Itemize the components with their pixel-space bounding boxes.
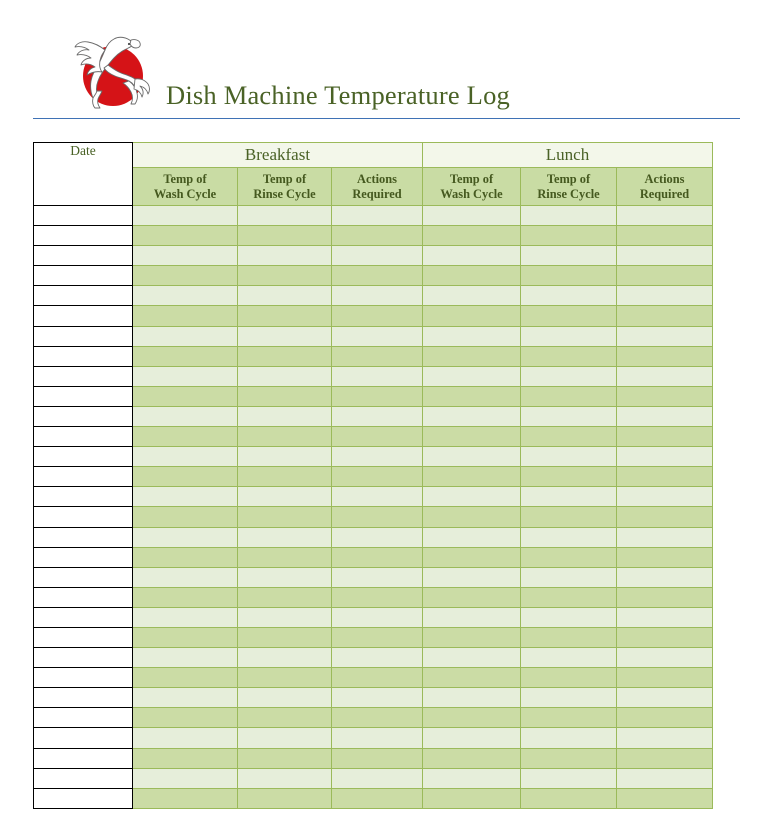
data-cell[interactable] <box>423 386 521 406</box>
table-row[interactable] <box>34 447 713 467</box>
data-cell[interactable] <box>521 326 617 346</box>
data-cell[interactable] <box>133 206 238 226</box>
data-cell[interactable] <box>617 547 713 567</box>
data-cell[interactable] <box>133 708 238 728</box>
data-cell[interactable] <box>423 748 521 768</box>
data-cell[interactable] <box>238 708 332 728</box>
data-cell[interactable] <box>332 306 423 326</box>
data-cell[interactable] <box>423 346 521 366</box>
data-cell[interactable] <box>423 487 521 507</box>
data-cell[interactable] <box>238 788 332 808</box>
data-cell[interactable] <box>521 246 617 266</box>
data-cell[interactable] <box>133 467 238 487</box>
data-cell[interactable] <box>332 708 423 728</box>
table-row[interactable] <box>34 406 713 426</box>
table-head <box>34 143 713 206</box>
data-cell[interactable] <box>238 366 332 386</box>
subheader-line2: Wash Cycle <box>440 186 503 201</box>
date-cell[interactable] <box>34 427 133 447</box>
data-cell[interactable] <box>332 527 423 547</box>
data-cell[interactable] <box>423 607 521 627</box>
subheader-line2: Required <box>639 186 690 201</box>
data-cell[interactable] <box>617 487 713 507</box>
data-cell[interactable] <box>521 447 617 467</box>
data-cell[interactable] <box>423 226 521 246</box>
data-cell[interactable] <box>238 668 332 688</box>
data-cell[interactable] <box>133 748 238 768</box>
table-row[interactable] <box>34 547 713 567</box>
data-cell[interactable] <box>521 487 617 507</box>
data-cell[interactable] <box>423 246 521 266</box>
data-cell[interactable] <box>332 688 423 708</box>
table-row[interactable] <box>34 587 713 607</box>
date-cell[interactable] <box>34 567 133 587</box>
date-cell[interactable] <box>34 346 133 366</box>
data-cell[interactable] <box>617 286 713 306</box>
data-cell[interactable] <box>133 627 238 647</box>
data-cell[interactable] <box>617 748 713 768</box>
data-cell[interactable] <box>332 246 423 266</box>
data-cell[interactable] <box>521 366 617 386</box>
date-cell[interactable] <box>34 648 133 668</box>
date-cell[interactable] <box>34 507 133 527</box>
data-cell[interactable] <box>133 567 238 587</box>
data-cell[interactable] <box>521 587 617 607</box>
data-cell[interactable] <box>521 668 617 688</box>
date-cell[interactable] <box>34 386 133 406</box>
table-row[interactable] <box>34 467 713 487</box>
data-cell[interactable] <box>238 427 332 447</box>
data-cell[interactable] <box>133 386 238 406</box>
data-cell[interactable] <box>133 306 238 326</box>
data-cell[interactable] <box>238 607 332 627</box>
data-cell[interactable] <box>423 627 521 647</box>
column-group-header-breakfast: Breakfast <box>133 143 423 168</box>
data-cell[interactable] <box>521 688 617 708</box>
data-cell[interactable] <box>238 587 332 607</box>
data-cell[interactable] <box>521 607 617 627</box>
date-cell[interactable] <box>34 326 133 346</box>
data-cell[interactable] <box>332 587 423 607</box>
data-cell[interactable] <box>617 326 713 346</box>
data-cell[interactable] <box>133 286 238 306</box>
data-cell[interactable] <box>133 406 238 426</box>
table-row[interactable] <box>34 366 713 386</box>
date-cell[interactable] <box>34 627 133 647</box>
column-group-header-lunch: Lunch <box>423 143 713 168</box>
data-cell[interactable] <box>423 708 521 728</box>
table-row[interactable] <box>34 487 713 507</box>
subheader-line2: Required <box>352 186 402 201</box>
data-cell[interactable] <box>423 467 521 487</box>
data-cell[interactable] <box>521 648 617 668</box>
data-cell[interactable] <box>332 326 423 346</box>
data-cell[interactable] <box>617 728 713 748</box>
data-cell[interactable] <box>617 427 713 447</box>
subheader-line1: Temp of <box>262 171 307 186</box>
data-cell[interactable] <box>238 688 332 708</box>
date-cell[interactable] <box>34 246 133 266</box>
data-cell[interactable] <box>238 467 332 487</box>
data-cell[interactable] <box>617 306 713 326</box>
data-cell[interactable] <box>238 728 332 748</box>
data-cell[interactable] <box>521 527 617 547</box>
date-cell[interactable] <box>34 366 133 386</box>
data-cell[interactable] <box>133 728 238 748</box>
data-cell[interactable] <box>238 507 332 527</box>
table-head-row-groups <box>34 143 713 168</box>
data-cell[interactable] <box>423 447 521 467</box>
data-cell[interactable] <box>521 708 617 728</box>
date-cell[interactable] <box>34 587 133 607</box>
data-cell[interactable] <box>332 467 423 487</box>
data-cell[interactable] <box>423 788 521 808</box>
data-cell[interactable] <box>423 266 521 286</box>
data-cell[interactable] <box>332 427 423 447</box>
data-cell[interactable] <box>617 648 713 668</box>
data-cell[interactable] <box>617 406 713 426</box>
data-cell[interactable] <box>617 346 713 366</box>
subheader-line2: Rinse Cycle <box>537 186 600 201</box>
data-cell[interactable] <box>133 668 238 688</box>
table-row[interactable] <box>34 266 713 286</box>
table-head-row-subheaders <box>34 168 713 206</box>
table-row[interactable] <box>34 286 713 306</box>
column-header-lunch-rinse-temp <box>521 168 617 206</box>
table-row[interactable] <box>34 386 713 406</box>
date-cell[interactable] <box>34 527 133 547</box>
data-cell[interactable] <box>332 406 423 426</box>
date-cell[interactable] <box>34 768 133 788</box>
date-cell[interactable] <box>34 688 133 708</box>
data-cell[interactable] <box>617 386 713 406</box>
data-cell[interactable] <box>521 266 617 286</box>
date-cell[interactable] <box>34 607 133 627</box>
data-cell[interactable] <box>332 286 423 306</box>
data-cell[interactable] <box>617 587 713 607</box>
data-cell[interactable] <box>423 587 521 607</box>
data-cell[interactable] <box>521 427 617 447</box>
data-cell[interactable] <box>332 547 423 567</box>
column-header-breakfast-rinse-temp <box>238 168 332 206</box>
table-row[interactable] <box>34 688 713 708</box>
date-cell[interactable] <box>34 266 133 286</box>
data-cell[interactable] <box>617 788 713 808</box>
date-cell[interactable] <box>34 487 133 507</box>
data-cell[interactable] <box>238 326 332 346</box>
data-cell[interactable] <box>332 648 423 668</box>
date-cell[interactable] <box>34 286 133 306</box>
data-cell[interactable] <box>423 206 521 226</box>
table-row[interactable] <box>34 567 713 587</box>
data-cell[interactable] <box>521 406 617 426</box>
data-cell[interactable] <box>617 447 713 467</box>
data-cell[interactable] <box>423 306 521 326</box>
page-title: Dish Machine Temperature Log <box>166 80 510 110</box>
table-row[interactable] <box>34 708 713 728</box>
data-cell[interactable] <box>133 788 238 808</box>
data-cell[interactable] <box>133 587 238 607</box>
title-divider <box>33 118 740 119</box>
data-cell[interactable] <box>617 467 713 487</box>
subheader-line2: Rinse Cycle <box>253 186 316 201</box>
data-cell[interactable] <box>332 346 423 366</box>
data-cell[interactable] <box>133 527 238 547</box>
data-cell[interactable] <box>423 768 521 788</box>
table-row[interactable] <box>34 748 713 768</box>
subheader-line1: Temp of <box>163 171 207 186</box>
data-cell[interactable] <box>617 567 713 587</box>
data-cell[interactable] <box>133 326 238 346</box>
data-cell[interactable] <box>617 527 713 547</box>
data-cell[interactable] <box>133 487 238 507</box>
table-row[interactable] <box>34 206 713 226</box>
data-cell[interactable] <box>238 406 332 426</box>
data-cell[interactable] <box>423 366 521 386</box>
data-cell[interactable] <box>617 366 713 386</box>
data-cell[interactable] <box>238 226 332 246</box>
data-cell[interactable] <box>521 547 617 567</box>
data-cell[interactable] <box>332 226 423 246</box>
data-cell[interactable] <box>238 547 332 567</box>
data-cell[interactable] <box>617 206 713 226</box>
data-cell[interactable] <box>332 366 423 386</box>
column-header-lunch-wash-temp <box>423 168 521 206</box>
data-cell[interactable] <box>521 346 617 366</box>
column-header-lunch-actions-required <box>617 168 713 206</box>
data-cell[interactable] <box>423 507 521 527</box>
table-row[interactable] <box>34 728 713 748</box>
data-cell[interactable] <box>238 567 332 587</box>
data-cell[interactable] <box>332 748 423 768</box>
data-cell[interactable] <box>133 447 238 467</box>
data-cell[interactable] <box>617 768 713 788</box>
data-cell[interactable] <box>133 768 238 788</box>
table-row[interactable] <box>34 788 713 808</box>
data-cell[interactable] <box>521 386 617 406</box>
subheader-line1: Temp of <box>546 171 591 186</box>
data-cell[interactable] <box>332 668 423 688</box>
table-row[interactable] <box>34 607 713 627</box>
data-cell[interactable] <box>238 206 332 226</box>
data-cell[interactable] <box>423 688 521 708</box>
document-header <box>33 18 740 118</box>
subheader-line1: Actions <box>357 171 397 186</box>
table-row[interactable] <box>34 226 713 246</box>
date-cell[interactable] <box>34 788 133 808</box>
column-header-breakfast-actions-required <box>332 168 423 206</box>
data-cell[interactable] <box>238 447 332 467</box>
data-cell[interactable] <box>332 487 423 507</box>
subheader-line1: Actions <box>644 171 685 186</box>
table-row[interactable] <box>34 668 713 688</box>
column-header-date: Date <box>34 143 133 206</box>
date-cell[interactable] <box>34 447 133 467</box>
table-row[interactable] <box>34 648 713 668</box>
data-cell[interactable] <box>133 547 238 567</box>
data-cell[interactable] <box>238 386 332 406</box>
table-row[interactable] <box>34 507 713 527</box>
data-cell[interactable] <box>238 768 332 788</box>
data-cell[interactable] <box>133 607 238 627</box>
date-cell[interactable] <box>34 226 133 246</box>
data-cell[interactable] <box>133 246 238 266</box>
column-header-breakfast-wash-temp <box>133 168 238 206</box>
data-cell[interactable] <box>423 326 521 346</box>
date-cell[interactable] <box>34 708 133 728</box>
data-cell[interactable] <box>521 728 617 748</box>
data-cell[interactable] <box>521 286 617 306</box>
data-cell[interactable] <box>332 627 423 647</box>
data-cell[interactable] <box>423 406 521 426</box>
data-cell[interactable] <box>133 226 238 246</box>
data-cell[interactable] <box>423 527 521 547</box>
table-row[interactable] <box>34 326 713 346</box>
table-row[interactable] <box>34 346 713 366</box>
date-cell[interactable] <box>34 406 133 426</box>
data-cell[interactable] <box>238 748 332 768</box>
subheader-line2: Wash Cycle <box>153 186 217 201</box>
data-cell[interactable] <box>332 386 423 406</box>
data-cell[interactable] <box>332 567 423 587</box>
data-cell[interactable] <box>238 346 332 366</box>
data-cell[interactable] <box>238 627 332 647</box>
data-cell[interactable] <box>133 507 238 527</box>
data-cell[interactable] <box>133 648 238 668</box>
date-cell[interactable] <box>34 467 133 487</box>
date-cell[interactable] <box>34 306 133 326</box>
date-cell[interactable] <box>34 668 133 688</box>
data-cell[interactable] <box>423 286 521 306</box>
data-cell[interactable] <box>521 226 617 246</box>
data-cell[interactable] <box>238 306 332 326</box>
data-cell[interactable] <box>617 688 713 708</box>
subheader-line1: Temp of <box>449 171 494 186</box>
table-body <box>34 206 713 809</box>
data-cell[interactable] <box>332 607 423 627</box>
data-cell[interactable] <box>521 306 617 326</box>
table-row[interactable] <box>34 627 713 647</box>
data-cell[interactable] <box>332 788 423 808</box>
data-cell[interactable] <box>423 427 521 447</box>
data-cell[interactable] <box>133 366 238 386</box>
table-row[interactable] <box>34 306 713 326</box>
data-cell[interactable] <box>617 507 713 527</box>
data-cell[interactable] <box>521 507 617 527</box>
data-cell[interactable] <box>332 728 423 748</box>
data-cell[interactable] <box>238 286 332 306</box>
date-cell[interactable] <box>34 728 133 748</box>
data-cell[interactable] <box>423 567 521 587</box>
data-cell[interactable] <box>238 487 332 507</box>
data-cell[interactable] <box>238 648 332 668</box>
data-cell[interactable] <box>238 266 332 286</box>
data-cell[interactable] <box>332 266 423 286</box>
data-cell[interactable] <box>617 627 713 647</box>
table-row[interactable] <box>34 768 713 788</box>
date-cell[interactable] <box>34 748 133 768</box>
data-cell[interactable] <box>521 788 617 808</box>
data-cell[interactable] <box>332 507 423 527</box>
data-cell[interactable] <box>238 246 332 266</box>
data-cell[interactable] <box>332 447 423 467</box>
data-cell[interactable] <box>617 266 713 286</box>
data-cell[interactable] <box>423 648 521 668</box>
data-cell[interactable] <box>423 547 521 567</box>
data-cell[interactable] <box>423 668 521 688</box>
pegasus-logo <box>69 24 151 112</box>
data-cell[interactable] <box>521 627 617 647</box>
data-cell[interactable] <box>332 206 423 226</box>
data-cell[interactable] <box>521 206 617 226</box>
data-cell[interactable] <box>423 728 521 748</box>
data-cell[interactable] <box>617 708 713 728</box>
table-row[interactable] <box>34 246 713 266</box>
data-cell[interactable] <box>617 226 713 246</box>
data-cell[interactable] <box>133 266 238 286</box>
data-cell[interactable] <box>617 668 713 688</box>
data-cell[interactable] <box>238 527 332 547</box>
data-cell[interactable] <box>133 427 238 447</box>
table-row[interactable] <box>34 427 713 447</box>
data-cell[interactable] <box>133 346 238 366</box>
date-cell[interactable] <box>34 547 133 567</box>
data-cell[interactable] <box>332 768 423 788</box>
data-cell[interactable] <box>521 467 617 487</box>
date-cell[interactable] <box>34 206 133 226</box>
data-cell[interactable] <box>521 567 617 587</box>
data-cell[interactable] <box>617 246 713 266</box>
table-row[interactable] <box>34 527 713 547</box>
dish-machine-temperature-log-table <box>33 142 713 809</box>
data-cell[interactable] <box>521 768 617 788</box>
data-cell[interactable] <box>617 607 713 627</box>
data-cell[interactable] <box>133 688 238 708</box>
data-cell[interactable] <box>521 748 617 768</box>
